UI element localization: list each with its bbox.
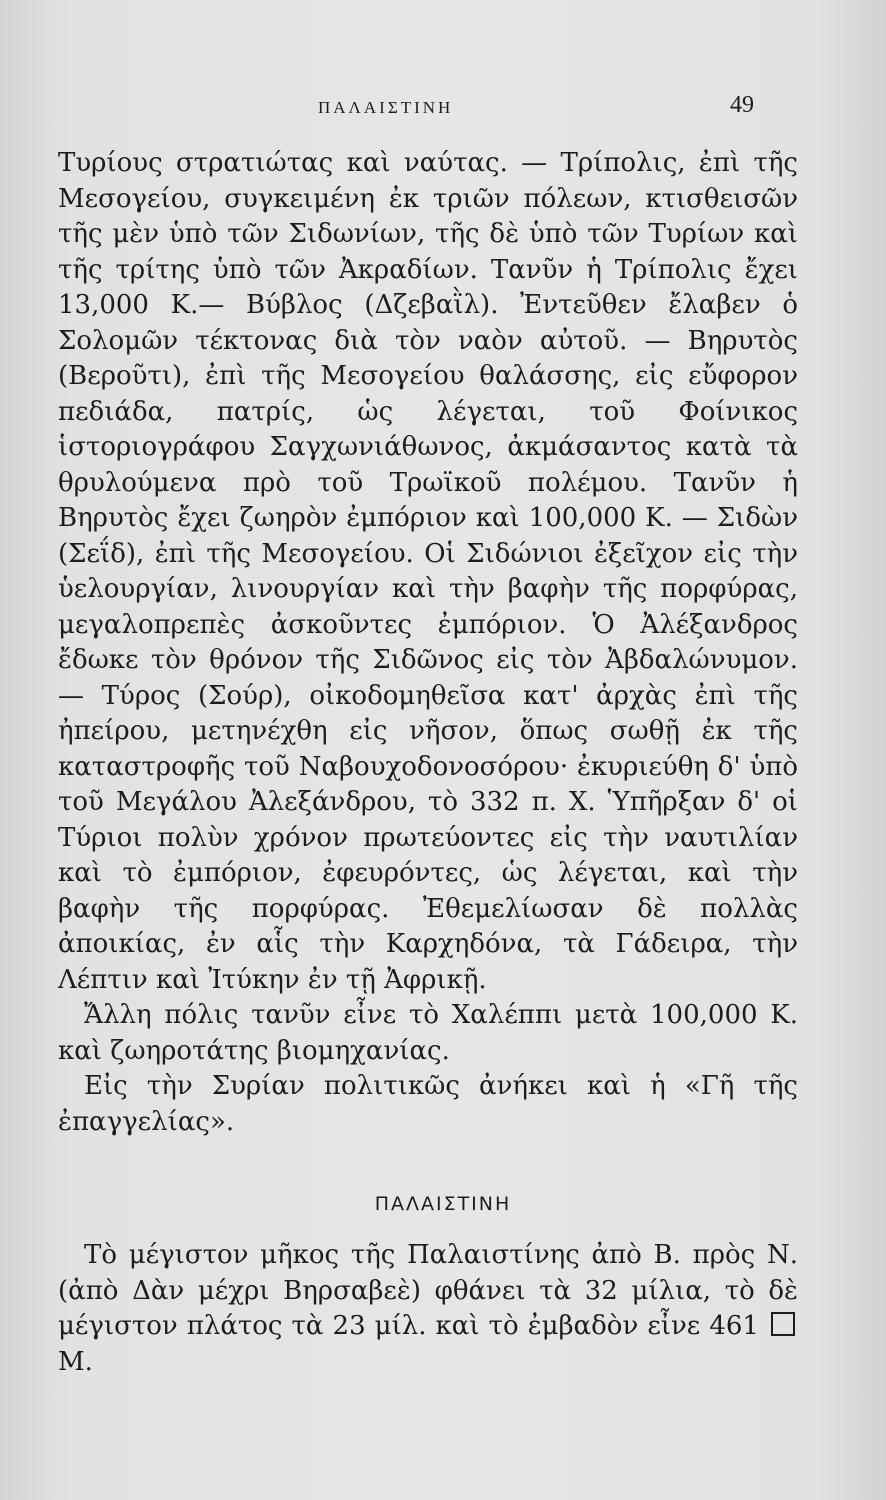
running-head xyxy=(0,92,886,122)
body-text xyxy=(58,146,798,1140)
unit-label: Μ. xyxy=(58,1346,93,1377)
page-number: 49 xyxy=(730,92,754,118)
paragraph-promised-land: Εἰς τὴν Συρίαν πολιτικῶς ἀνήκει καὶ ἡ «Γῆ τῆς ἐπαγγελίας». xyxy=(58,1071,798,1137)
paragraph-palestine-text: Τὸ μέγιστον μῆκος τῆς Παλαιστίνης ἀπὸ Β. πρὸς Ν. (ἀπὸ Δὰν μέχρι Βηρσαβεὲ) φθάνει τὰ 32 μίλια, τὸ δὲ μέγιστον πλάτος τὰ 23 μίλ. καὶ τὸ ἐμβαδὸν εἶνε 461 xyxy=(58,1240,798,1341)
running-title: ΠΑΛΑΙΣΤΙΝΗ xyxy=(318,98,454,117)
paragraph-syria-cities: Τυρίους στρατιώτας καὶ ναύτας. — Τρίπολις, ἐπὶ τῆς Μεσογείου, συγκειμένη ἐκ τριῶν πόλεων, κτισθεισῶν τῆς μὲν ὑπὸ τῶν Σιδωνίων, τῆς δὲ ὑπὸ τῶν Τυρίων καὶ τῆς τρίτης ὑπὸ τῶν Ἀκραδίων. Τανῦν ἡ Τρίπολις ἔχει 13,000 Κ.— Βύβλος (Δζεβαῒλ). Ἐντεῦθεν ἔλαβεν ὁ Σολομῶν τέκτονας διὰ τὸν ναὸν αὐτοῦ. — Βηρυτὸς (Βεροῦτι), ἐπὶ τῆς Μεσογείου θαλάσσης, εἰς εὔφορον πεδιάδα, πατρίς, ὡς λέγεται, τοῦ Φοίνικος ἱστοριογράφου Σαγχωνιάθωνος, ἀκμάσαντος κατὰ τὰ θρυλούμενα πρὸ τοῦ Τρωϊκοῦ πολέμου. Τανῦν ἡ Βηρυτὸς ἔχει ζωηρὸν ἐμπόριον καὶ 100,000 Κ. — Σιδὼν (Σεΐδ), ἐπὶ τῆς Μεσογείου. Οἱ Σιδώνιοι ἐξεῖχον εἰς τὴν ὑελουργίαν, λινουργίαν καὶ τὴν βαφὴν τῆς πορφύρας, μεγαλοπρεπὲς ἀσκοῦντες ἐμπόριον. Ὁ Ἀλέξανδρος ἔδωκε τὸν θρόνον τῆς Σιδῶνος εἰς τὸν Ἀβδαλώνυμον. — Τύρος (Σούρ), οἰκοδομηθεῖσα κατ' ἀρχὰς ἐπὶ τῆς ἠπείρου, μετηνέχθη εἰς νῆσον, ὅπως σωθῇ ἐκ τῆς καταστροφῆς τοῦ Ναβουχοδονοσόρου· ἐκυριεύθη δ' ὑπὸ τοῦ Μεγάλου Ἀλεξάνδρου, τὸ 332 π. Χ. Ὑπῆρξαν δ' οἱ Τύριοι πολὺν χρόνον πρωτεύοντες εἰς τὴν ναυτιλίαν καὶ τὸ ἐμπόριον, ἐφευρόντες, ὡς λέγεται, καὶ τὴν βαφὴν τῆς πορφύρας. Ἐθεμελίωσαν δὲ πολλὰς ἀποικίας, ἐν αἷς τὴν Καρχηδόνα, τὰ Γάδειρα, τὴν Λέπτιν καὶ Ἰτύκην ἐν τῇ Ἀφρικῇ. xyxy=(58,148,798,995)
section-heading: ΠΑΛΑΙΣΤΙΝΗ xyxy=(374,1193,512,1215)
section-body xyxy=(58,1238,798,1380)
paragraph-palestine-dimensions xyxy=(58,1238,798,1380)
square-miles-icon xyxy=(771,1312,795,1336)
paragraph-aleppo: Ἄλλη πόλις τανῦν εἶνε τὸ Χαλέππι μετὰ 100,000 Κ. καὶ ζωηροτάτης βιομηχανίας. xyxy=(58,1000,798,1066)
